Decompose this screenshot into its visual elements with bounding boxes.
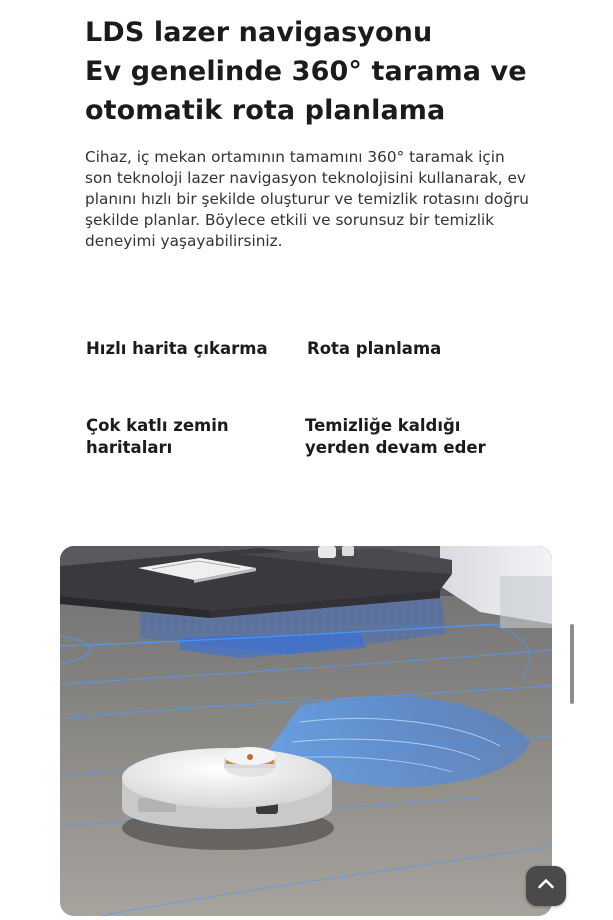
section-heading <box>85 13 585 130</box>
heading-line-2: Ev genelinde 360° tarama ve <box>85 56 527 87</box>
robot-vacuum-lidar-image <box>60 546 552 916</box>
feature-multi-floor-maps: Çok katlı zemin haritaları <box>86 416 229 457</box>
section-description: Cihaz, iç mekan ortamının tamamını 360° taramak için son teknoloji lazer navigasyon teknolojisini kullanarak, ev planını hızlı bir şekilde oluşturur ve temizlik rotasını doğru şekilde planlar. Böylece etkili ve sorunsuz bir temizlik deneyimi yaşayabilirsiniz. <box>85 148 529 250</box>
scrollbar[interactable] <box>570 624 574 704</box>
chevron-up-icon <box>536 874 556 898</box>
back-to-top-button[interactable] <box>526 866 566 906</box>
heading-line-3: otomatik rota planlama <box>85 95 446 126</box>
feature-fast-mapping: Hızlı harita çıkarma <box>86 339 268 358</box>
feature-route-planning: Rota planlama <box>307 339 442 358</box>
feature-resume-cleaning: Temizliğe kaldığı yerden devam eder <box>305 416 486 457</box>
heading-line-1: LDS lazer navigasyonu <box>85 17 433 48</box>
